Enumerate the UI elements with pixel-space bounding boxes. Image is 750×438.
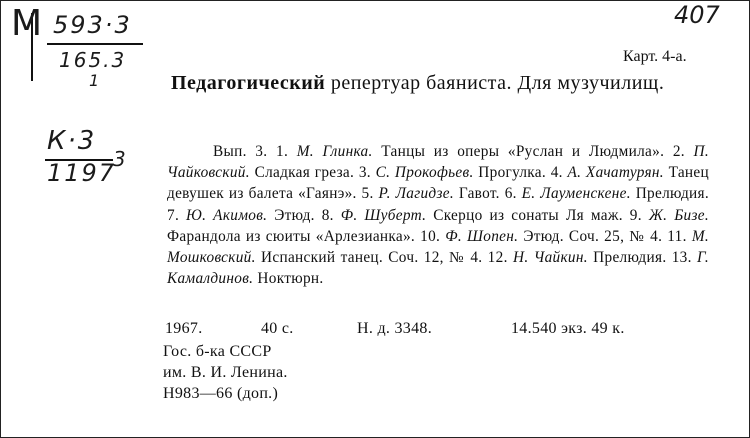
card-description	[167, 141, 709, 289]
pub-copies: 14.540 экз. 49 к.	[511, 320, 625, 337]
handwritten-shelfmark-1: 593·3	[53, 11, 132, 39]
pub-pages: 40 с.	[261, 320, 294, 337]
holding-line-1: Гос. б-ка СССР	[163, 343, 272, 360]
composer-name: Р. Лагидзе.	[378, 185, 454, 203]
composer-name: Ф. Шуберт.	[340, 206, 427, 224]
description-text: Сладкая греза. 3.	[249, 164, 376, 182]
composer-name: С. Прокофьев.	[375, 164, 474, 182]
pub-ident: Н. д. 3348.	[357, 320, 432, 337]
catalog-number: Карт. 4-а.	[623, 48, 687, 65]
composer-name: М. Мошковский.	[167, 227, 709, 267]
description-text: Прогулка. 4.	[473, 164, 568, 182]
card-title-rest: репертуар баяниста. Для музучилищ.	[325, 72, 665, 94]
composer-name: Г. Камалдинов.	[167, 249, 710, 288]
handwritten-shelfmark-2: 165.3	[59, 48, 127, 72]
handwritten-shelfmark-4: К·3	[47, 126, 97, 156]
composer-name: Ю. Акимов.	[186, 206, 268, 224]
composer-name: Н. Чайкин.	[512, 249, 588, 267]
handwritten-shelfmark-6: 3	[113, 147, 126, 171]
composer-name: А. Хачатурян.	[567, 164, 664, 182]
handwritten-shelfmark-5: 1197	[47, 159, 117, 187]
holding-info	[163, 341, 288, 404]
description-text: Вып. 3. 1.	[213, 143, 297, 160]
composer-name: Ф. Шопен.	[445, 227, 519, 245]
composer-name: Ж. Бизе.	[648, 206, 709, 224]
description-text: Прелюдия. 7.	[167, 185, 710, 224]
description-text: Этюд. Соч. 25, № 4. 11.	[518, 227, 692, 245]
holding-line-3: Н983—66 (доп.)	[163, 385, 279, 402]
handwritten-corner-number: 407	[674, 1, 720, 29]
handwritten-shelfmark-3: 1	[89, 71, 100, 90]
description-text: Танцы из оперы «Руслан и Людмила». 2.	[372, 143, 694, 160]
pub-year: 1967.	[165, 320, 203, 337]
holding-line-2: им. В. И. Ленина.	[163, 364, 288, 381]
description-text: Прелюдия. 13.	[587, 249, 698, 267]
composer-name: Е. Лауменскене.	[521, 185, 631, 203]
handwritten-underline-1	[47, 43, 143, 45]
description-text: Фарандола из сюиты «Арлезианка». 10.	[167, 227, 446, 245]
composer-name: П. Чайковский.	[167, 143, 709, 182]
description-text: Этюд. 8.	[267, 206, 341, 224]
description-text: Гавот. 6.	[453, 185, 522, 203]
card-title	[171, 73, 711, 94]
handwritten-m-mark: М	[11, 3, 45, 44]
description-text: Танец девушек из балета «Гаянэ». 5.	[167, 164, 709, 203]
publication-line	[165, 319, 625, 339]
description-text: Испанский танец. Соч. 12, № 4. 12.	[255, 249, 513, 267]
composer-name: М. Глинка.	[296, 143, 373, 160]
description-text: Скерцо из сонаты Ля маж. 9.	[426, 206, 649, 224]
description-text: Ноктюрн.	[253, 270, 324, 288]
card-title-bold: Педагогический	[171, 72, 326, 94]
